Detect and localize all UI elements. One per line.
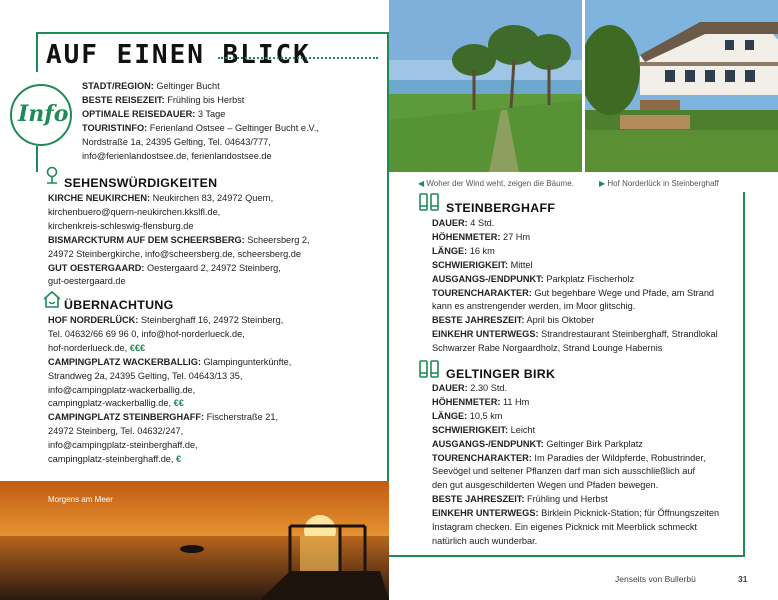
triangle-right-icon: ▶ — [599, 179, 606, 188]
text-line — [432, 259, 718, 273]
stay-block — [48, 314, 291, 467]
price-level: €€ — [173, 398, 184, 409]
sights-title: SEHENSWÜRDIGKEITEN — [64, 176, 218, 190]
field-value: 24972 Steinbergkirche, info@scheersberg.de, scheersberg.de — [48, 248, 301, 259]
field-label: STADT/REGION: — [82, 81, 154, 91]
stay-title: ÜBERNACHTUNG — [64, 298, 174, 312]
field-label: TOURISTINFO: — [82, 122, 148, 133]
field-value: kirchenbuero@quern-neukirchen.kkslfl.de, — [48, 206, 221, 217]
text-line — [432, 231, 718, 245]
field-value: gut-oestergaard.de — [48, 276, 126, 287]
field-label: AUSGANGS-/ENDPUNKT: — [432, 273, 544, 284]
field-label: TOURENCHARAKTER: — [432, 287, 532, 298]
field-label: EINKEHR UNTERWEGS: — [432, 508, 539, 519]
text-line — [432, 521, 719, 535]
info-block — [82, 80, 319, 163]
triangle-left-icon: ◀ — [418, 179, 425, 188]
text-line — [48, 342, 291, 356]
field-label: DAUER: — [432, 218, 468, 228]
text-line — [48, 384, 291, 398]
text-line — [432, 410, 719, 424]
field-value: Scheersberg 2, — [244, 234, 310, 245]
info-badge-stem — [36, 146, 38, 172]
title-dotted-rule — [218, 57, 378, 59]
text-line — [82, 94, 319, 108]
text-line — [432, 465, 719, 479]
field-value: 3 Tage — [195, 108, 226, 119]
photo-wind-trees — [389, 0, 582, 172]
field-label: SCHWIERIGKEIT: — [432, 424, 509, 435]
boots-icon — [418, 192, 440, 212]
field-value: kirchenkreis-schleswig-flensburg.de — [48, 220, 194, 231]
text-line — [48, 411, 291, 425]
house-icon — [42, 289, 62, 309]
price-level: € — [176, 454, 182, 465]
caption-right-text: Hof Norderlück in Steinberghaff — [607, 179, 719, 188]
text-line — [48, 234, 310, 248]
text-line — [432, 382, 719, 396]
field-label: HÖHENMETER: — [432, 231, 501, 242]
text-line — [48, 328, 291, 342]
text-line — [432, 273, 718, 287]
text-line — [48, 397, 291, 411]
field-value: hof-norderlueck.de, — [48, 342, 130, 353]
text-line — [432, 493, 719, 507]
field-value: Geltinger Birk Parkplatz — [543, 438, 643, 449]
caption-left — [418, 179, 574, 188]
field-label: KIRCHE NEUKIRCHEN: — [48, 193, 151, 203]
field-label: OPTIMALE REISEDAUER: — [82, 108, 196, 119]
field-label: HÖHENMETER: — [432, 396, 501, 407]
field-value: April bis Oktober — [524, 315, 595, 326]
field-value: den gut ausgeschilderten Wegen und Pfaden bewegen. — [432, 480, 659, 491]
text-line — [82, 80, 319, 94]
field-value: Schwarzer Rabe Norgaardholz, Strand Lounge Habernis — [432, 343, 663, 354]
text-line — [48, 220, 310, 234]
text-line — [432, 300, 718, 314]
info-extra-line: Nordstraße 1a, 24395 Gelting, Tel. 04643/777, — [82, 136, 271, 147]
field-value: Ferienland Ostsee – Geltinger Bucht e.V., — [147, 122, 319, 133]
pin-icon — [44, 166, 60, 186]
text-line — [48, 439, 291, 453]
field-label: SCHWIERIGKEIT: — [432, 259, 509, 270]
field-value: Neukirchen 83, 24972 Quern, — [150, 193, 274, 203]
hike1-block — [432, 217, 718, 356]
field-value: info@campingplatz-wackerballig.de, — [48, 384, 196, 395]
field-value: natürlich auch wunderbar. — [432, 535, 538, 546]
text-line — [48, 206, 310, 220]
text-line — [432, 424, 719, 438]
field-label: LÄNGE: — [432, 245, 468, 256]
field-value: Mittel — [508, 259, 533, 270]
hike2-block — [432, 382, 719, 549]
field-value: Steinberghaff 16, 24972 Steinberg, — [138, 315, 284, 325]
field-value: Tel. 04632/66 69 96 0, info@hof-norderlueck.de, — [48, 328, 245, 339]
text-line — [432, 328, 718, 342]
text-line — [48, 453, 291, 467]
field-value: Oestergaard 2, 24972 Steinberg, — [144, 262, 281, 273]
frame-line-left — [36, 32, 38, 72]
caption-right — [599, 179, 719, 188]
field-value: Frühling bis Herbst — [164, 94, 245, 105]
field-value: 16 km — [467, 245, 495, 256]
photo-hof-norderlueck — [585, 0, 778, 172]
text-line — [432, 479, 719, 493]
text-line — [48, 356, 291, 370]
page-title: AUF EINEN BLICK — [46, 40, 311, 70]
text-line — [48, 192, 310, 206]
field-value: campingplatz-steinberghaff.de, — [48, 454, 177, 465]
text-line — [432, 452, 719, 466]
caption-sunset: Morgens am Meer — [48, 495, 113, 504]
field-value: 27 Hm — [500, 231, 531, 242]
text-line — [48, 275, 310, 289]
field-label: TOURENCHARAKTER: — [432, 452, 532, 463]
field-label: HOF NORDERLÜCK: — [48, 315, 139, 325]
text-line — [432, 245, 718, 259]
field-label: CAMPINGPLATZ STEINBERGHAFF: — [48, 412, 205, 423]
caption-left-text: Woher der Wind weht, zeigen die Bäume. — [426, 179, 574, 188]
info-extra-line: info@ferienlandostsee.de, ferienlandostsee.de — [82, 150, 272, 161]
text-line — [432, 438, 719, 452]
field-value: Strandweg 2a, 24395 Gelting, Tel. 04643/13 35, — [48, 370, 243, 381]
field-value: kann es anstrengender werden, im Moor glitschig. — [432, 301, 636, 312]
text-line — [432, 287, 718, 301]
boots-icon — [418, 359, 440, 379]
field-label: BESTE JAHRESZEIT: — [432, 494, 525, 505]
text-line — [48, 314, 291, 328]
field-value: Fischerstraße 21, — [204, 412, 279, 423]
text-line — [432, 342, 718, 356]
frame-line-bottom — [387, 555, 744, 557]
field-value: info@campingplatz-steinberghaff.de, — [48, 440, 198, 451]
field-value: Im Paradies der Wildpferde, Robustrinder, — [531, 452, 706, 463]
frame-line-top — [36, 32, 388, 34]
field-value: 2.30 Std. — [467, 383, 508, 393]
field-value: Seevögel und seltener Pflanzen darf man sich ausschließlich auf — [432, 466, 696, 477]
text-line — [432, 535, 719, 549]
hike2-title: GELTINGER BIRK — [446, 367, 556, 381]
field-value: Parkplatz Fischerholz — [543, 273, 635, 284]
text-line — [432, 314, 718, 328]
text-line — [432, 396, 719, 410]
text-line — [82, 108, 319, 122]
text-line — [432, 507, 719, 521]
text-line — [48, 425, 291, 439]
field-label: BESTE REISEZEIT: — [82, 94, 165, 105]
hike1-title: STEINBERGHAFF — [446, 201, 556, 215]
field-value: 10,5 km — [467, 410, 503, 421]
price-level: €€€ — [129, 342, 146, 353]
text-line — [48, 370, 291, 384]
field-value: Leicht — [508, 424, 536, 435]
field-label: GUT OESTERGAARD: — [48, 262, 145, 273]
field-label: AUSGANGS-/ENDPUNKT: — [432, 438, 544, 449]
info-badge-label: Info — [18, 101, 69, 127]
page-number: 31 — [738, 574, 748, 584]
field-label: DAUER: — [432, 383, 468, 393]
field-value: Frühling und Herbst — [524, 494, 608, 505]
field-value: Glampingunterkünfte, — [200, 356, 292, 367]
field-label: LÄNGE: — [432, 410, 468, 421]
frame-line-right-2 — [743, 192, 745, 557]
field-value: Geltinger Bucht — [153, 81, 220, 91]
field-label: EINKEHR UNTERWEGS: — [432, 329, 539, 340]
text-line — [48, 262, 310, 276]
field-value: 24972 Steinberg, Tel. 04632/247, — [48, 426, 184, 437]
field-value: campingplatz-wackerballig.de, — [48, 398, 174, 409]
field-label: CAMPINGPLATZ WACKERBALLIG: — [48, 356, 201, 367]
footer-book-title: Jenseits von Bullerbü — [615, 574, 696, 584]
field-value: 4 Std. — [467, 218, 495, 228]
field-label: BISMARCKTURM AUF DEM SCHEERSBERG: — [48, 234, 245, 245]
text-line — [48, 248, 310, 262]
field-value: Instagram checken. Ein eigenes Picknick mit Meerblick schmeckt — [432, 522, 698, 533]
field-value: Gut begehbare Wege und Pfade, am Strand — [531, 287, 715, 298]
text-line — [432, 217, 718, 231]
sights-block — [48, 192, 310, 289]
field-value: 11 Hm — [500, 396, 530, 407]
field-value: Birklein Picknick-Station; für Öffnungszeiten — [538, 508, 720, 519]
field-label: BESTE JAHRESZEIT: — [432, 315, 525, 326]
text-line — [82, 122, 319, 136]
field-value: Strandrestaurant Steinberghaff, Strandlokal — [538, 329, 718, 340]
